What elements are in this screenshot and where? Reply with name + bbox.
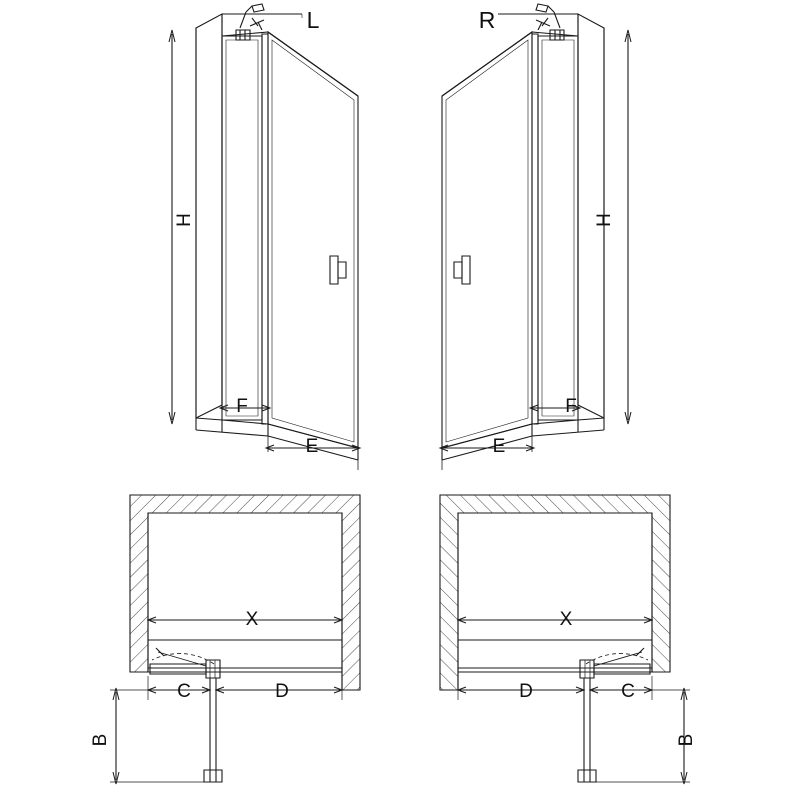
left-door-label: E [305,436,319,457]
right-elevation-group [440,4,631,470]
right-plan-c-label: C [621,681,635,702]
left-plan-d-label: D [275,681,289,702]
right-fixed-label: F [565,396,577,417]
left-plan-c-label: C [177,681,191,702]
left-height-label: H [174,213,195,227]
variant-label-left: L [306,7,320,33]
right-plan-x-label: X [559,609,573,630]
left-elevation-group [169,4,360,470]
right-height-label: H [594,213,615,227]
left-fixed-label: F [236,396,248,417]
variant-label-right: R [478,7,496,33]
right-door-label: E [492,436,506,457]
left-plan-b-label: B [90,733,111,747]
right-plan-group [440,495,690,784]
left-plan-group [110,495,360,784]
left-plan-x-label: X [245,609,259,630]
right-plan-d-label: D [519,681,533,702]
right-plan-b-label: B [676,733,697,747]
